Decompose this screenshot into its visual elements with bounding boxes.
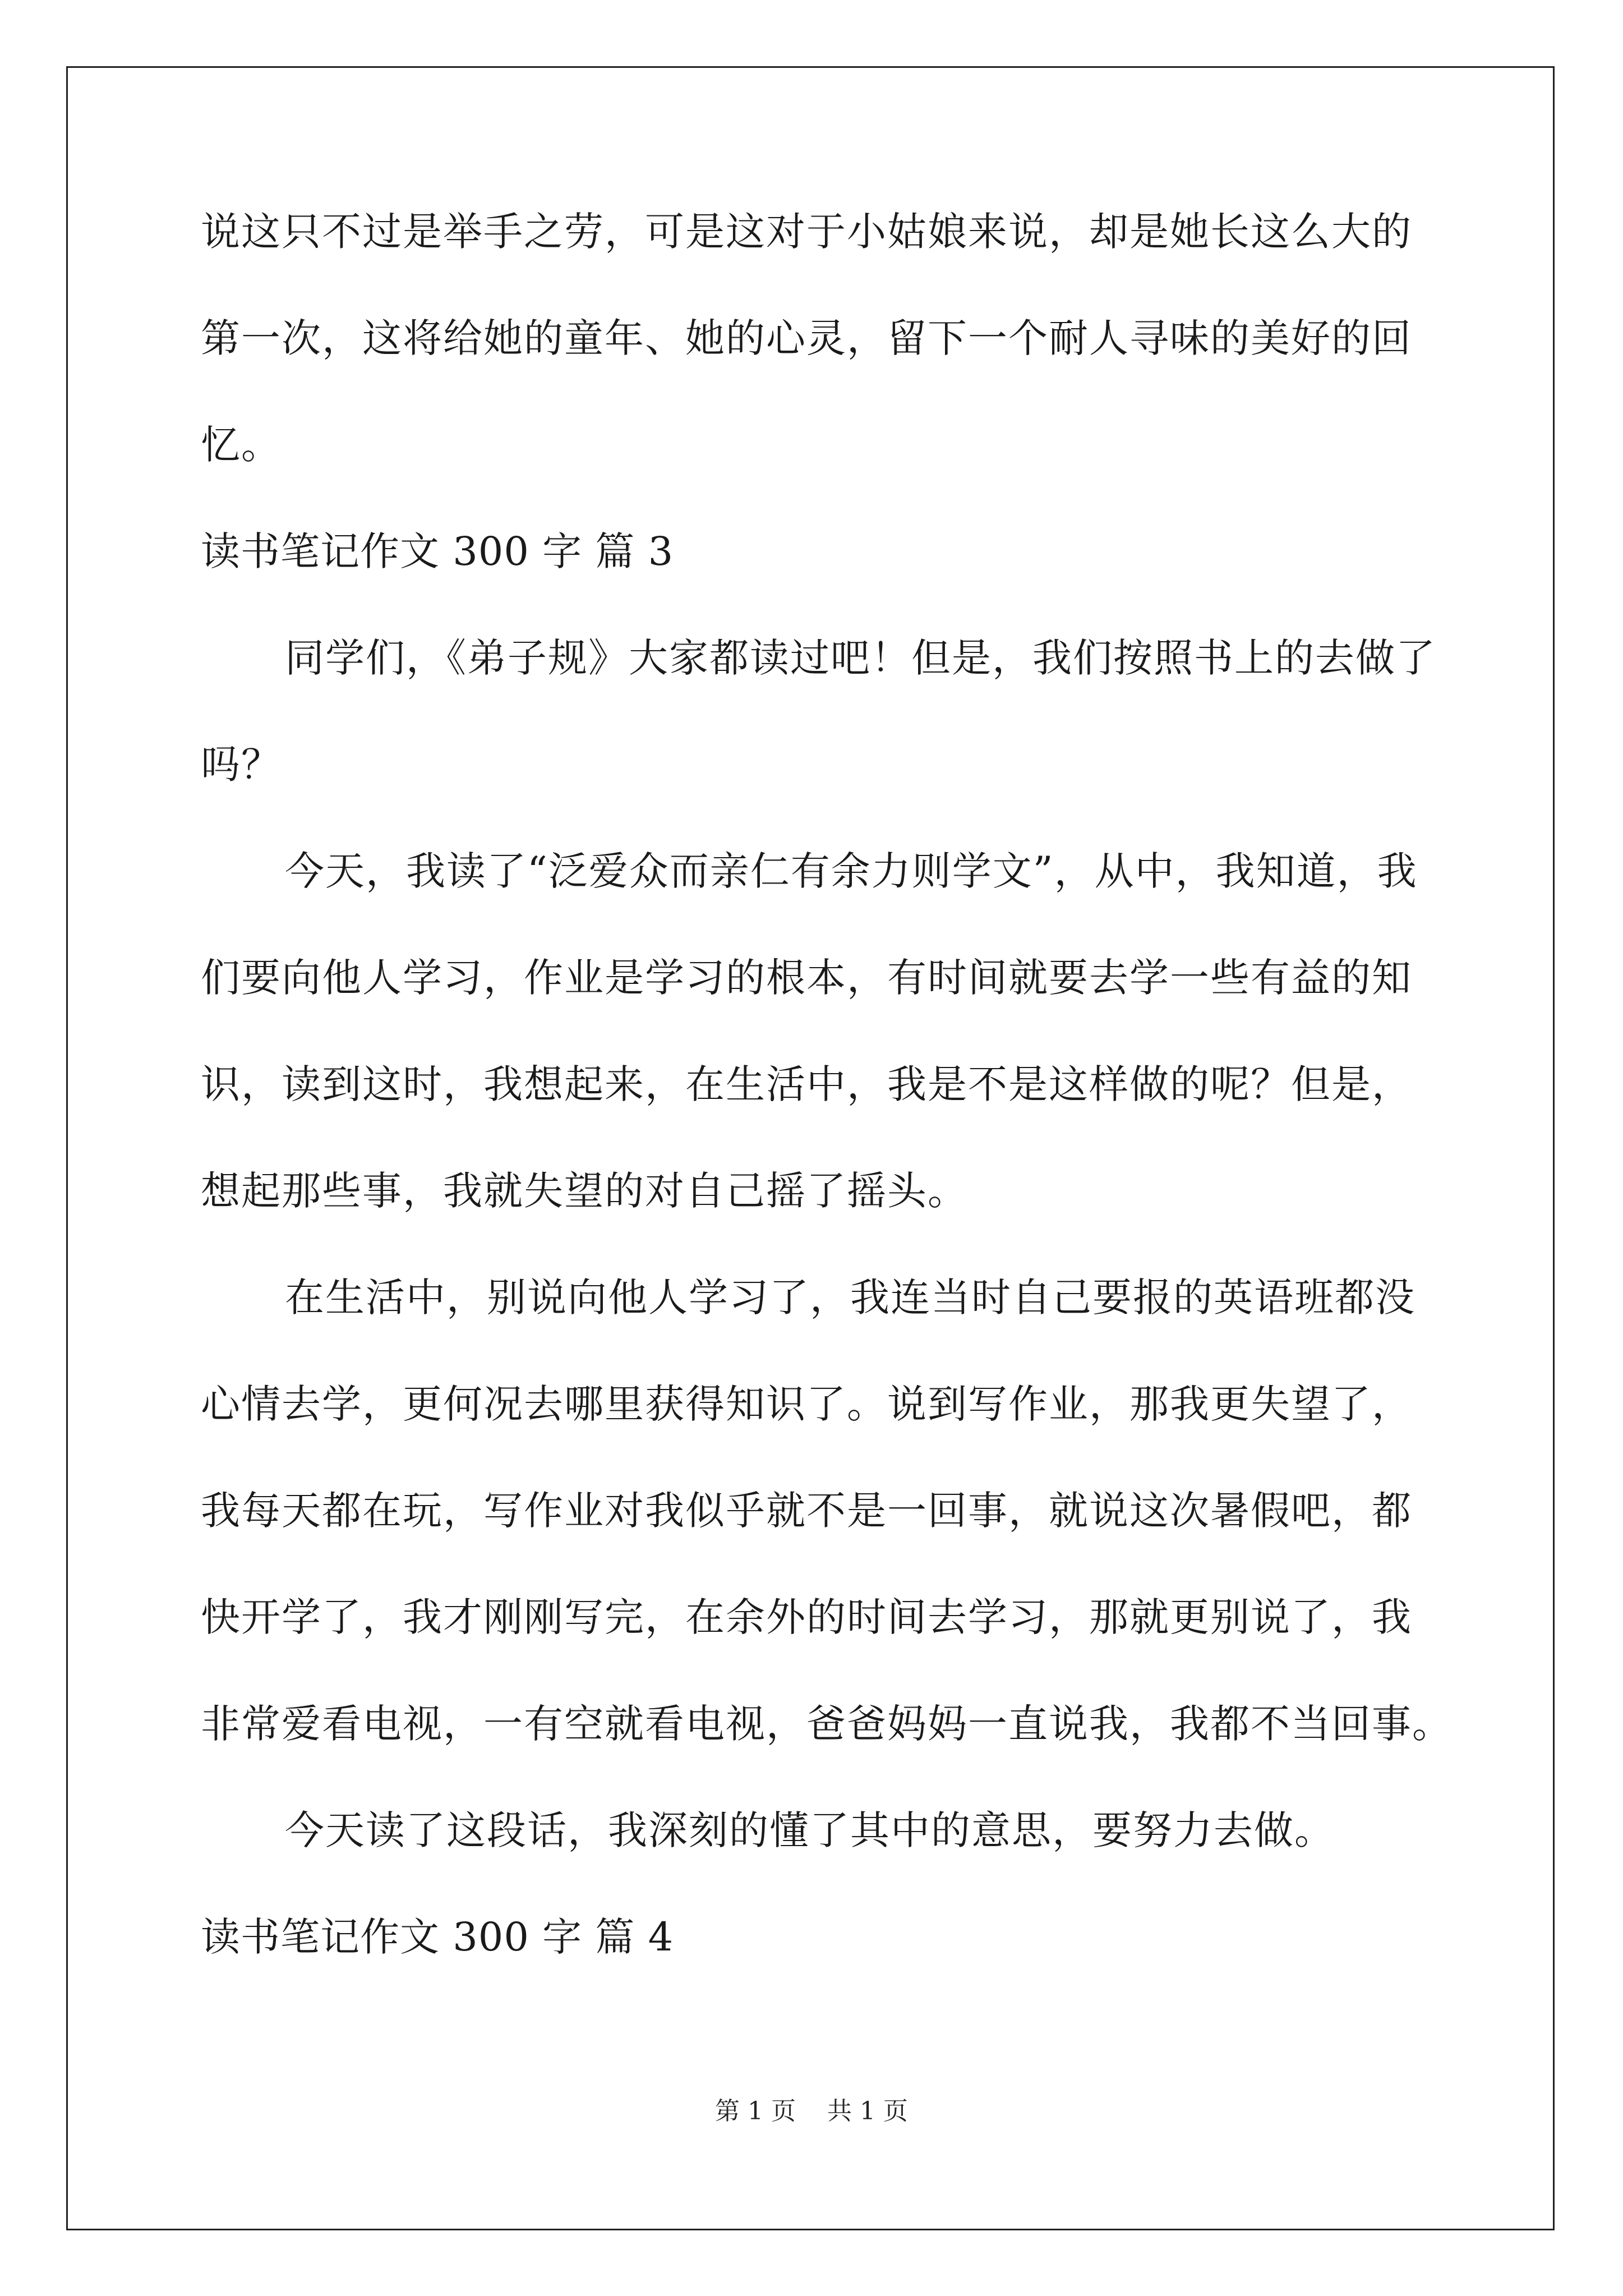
page-number-footer: 第 1 页 共 1 页 — [715, 2097, 908, 2125]
text-line: 心情去学，更何况去哪里获得知识了。说到写作业，那我更失望了， — [201, 1381, 1412, 1427]
text-line: 吗？ — [201, 742, 282, 788]
section-heading: 读书笔记作文 300 字 篇 4 — [201, 1914, 674, 1960]
text-line: 们要向他人学习，作业是学习的根本，有时间就要去学一些有益的知 — [201, 955, 1412, 1001]
text-line: 忆。 — [201, 422, 282, 468]
text-line: 识，读到这时，我想起来，在生活中，我是不是这样做的呢？但是， — [201, 1061, 1412, 1107]
text-line: 快开学了，我才刚刚写完，在余外的时间去学习，那就更别说了，我 — [201, 1594, 1412, 1640]
text-line: 第一次，这将给她的童年、她的心灵，留下一个耐人寻味的美好的回 — [201, 315, 1412, 361]
paragraph-first-line: 今天，我读了“泛爱众而亲仁有余力则学文”，从中，我知道，我 — [285, 848, 1418, 894]
text-line: 非常爱看电视，一有空就看电视，爸爸妈妈一直说我，我都不当回事。 — [201, 1701, 1453, 1747]
paragraph-first-line: 同学们，《弟子规》大家都读过吧！但是，我们按照书上的去做了 — [285, 635, 1436, 681]
paragraph-first-line: 在生活中，别说向他人学习了，我连当时自己要报的英语班都没 — [285, 1274, 1415, 1320]
text-line: 我每天都在玩，写作业对我似乎就不是一回事，就说这次暑假吧，都 — [201, 1488, 1412, 1534]
paragraph-first-line: 今天读了这段话，我深刻的懂了其中的意思，要努力去做。 — [285, 1807, 1335, 1853]
section-heading: 读书笔记作文 300 字 篇 3 — [201, 528, 674, 574]
text-line: 说这只不过是举手之劳，可是这对于小姑娘来说，却是她长这么大的 — [201, 209, 1412, 255]
text-line: 想起那些事，我就失望的对自己摇了摇头。 — [201, 1168, 968, 1214]
document-body — [201, 209, 1453, 2024]
